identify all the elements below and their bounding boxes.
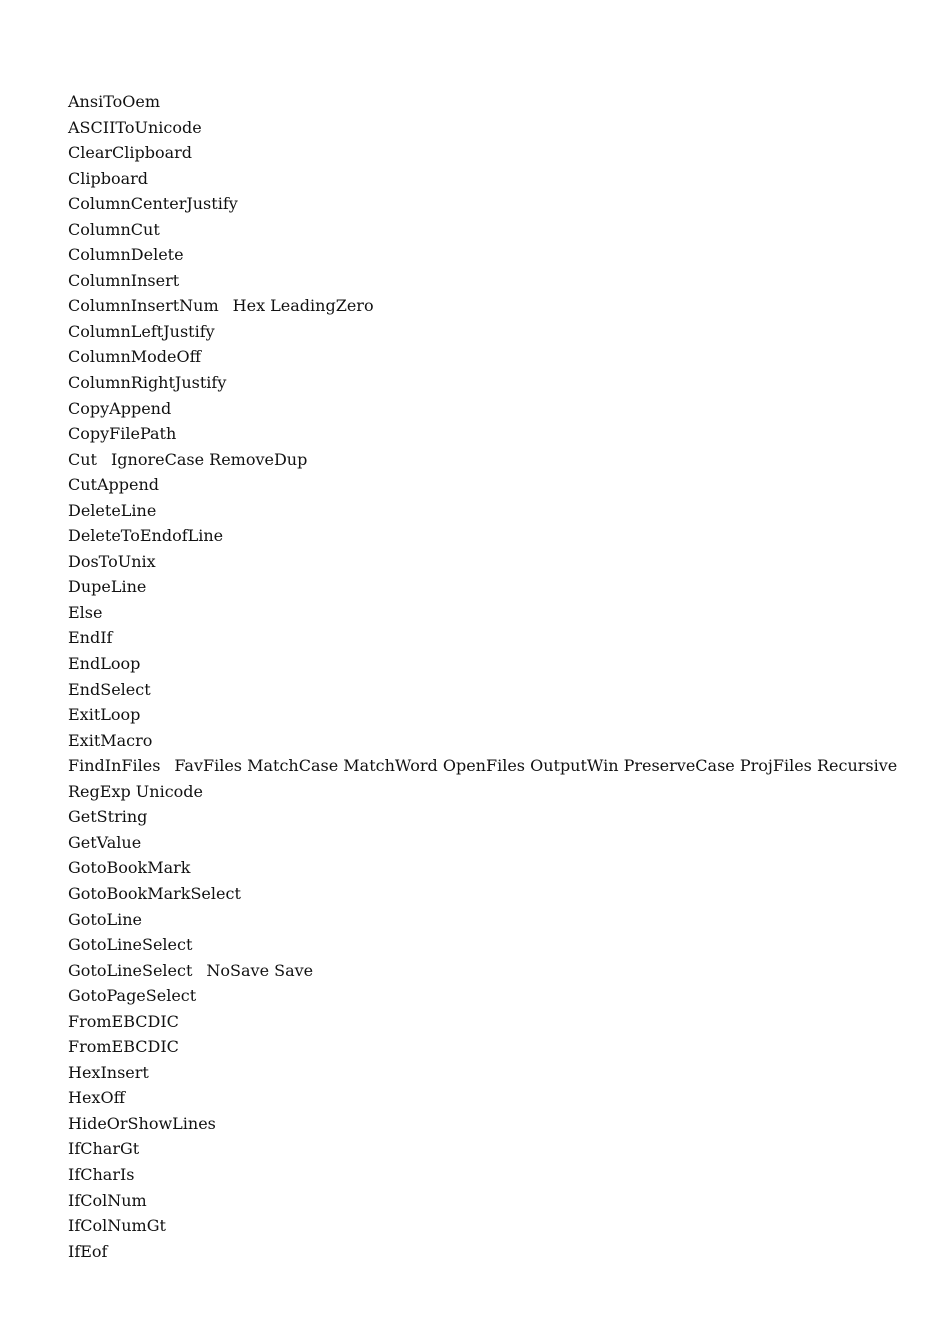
command-name: IfColNum <box>68 1190 147 1210</box>
command-name: ASCIIToUnicode <box>68 117 202 137</box>
command-parameters: NoSave Save <box>206 960 314 980</box>
command-name: ColumnInsertNum <box>68 296 219 316</box>
command-name: GotoLineSelect <box>68 935 193 955</box>
list-item <box>68 958 928 984</box>
list-item <box>68 370 928 396</box>
command-name: ClearClipboard <box>68 143 193 163</box>
list-item <box>68 1085 928 1111</box>
command-name: ExitMacro <box>68 730 153 750</box>
list-item <box>68 983 928 1009</box>
command-name: ColumnModeOff <box>68 347 201 367</box>
list-item <box>68 319 928 345</box>
command-name: IfCharIs <box>68 1164 135 1184</box>
command-name: ExitLoop <box>68 705 141 725</box>
list-item <box>68 549 928 575</box>
command-name: GetValue <box>68 832 142 852</box>
list-item <box>68 498 928 524</box>
list-item <box>68 779 928 805</box>
list-item <box>68 523 928 549</box>
command-name: CutAppend <box>68 475 160 495</box>
command-name: FromEBCDIC <box>68 1011 179 1031</box>
list-item <box>68 855 928 881</box>
command-name: DupeLine <box>68 577 147 597</box>
list-item <box>68 1188 928 1214</box>
command-name: GotoLine <box>68 909 142 929</box>
command-name: GetString <box>68 807 148 827</box>
command-name: EndIf <box>68 628 113 648</box>
command-name: FindInFiles <box>68 756 161 776</box>
list-item <box>68 472 928 498</box>
list-item <box>68 907 928 933</box>
command-name: FromEBCDIC <box>68 1037 179 1057</box>
command-name: HexOff <box>68 1088 125 1108</box>
command-name: Cut <box>68 449 97 469</box>
list-item <box>68 600 928 626</box>
list-item <box>68 651 928 677</box>
command-name: ColumnDelete <box>68 245 184 265</box>
list-item <box>68 293 928 319</box>
command-name: IfColNumGt <box>68 1216 166 1236</box>
list-item <box>68 242 928 268</box>
list-item <box>68 396 928 422</box>
command-name: GotoBookMarkSelect <box>68 883 241 903</box>
command-name: GotoPageSelect <box>68 986 197 1006</box>
command-list <box>68 89 928 1264</box>
command-name: IfEof <box>68 1241 108 1261</box>
command-name: ColumnCut <box>68 219 160 239</box>
list-item <box>68 268 928 294</box>
list-item <box>68 677 928 703</box>
command-name: AnsiToOem <box>68 92 161 111</box>
command-name: ColumnRightJustify <box>68 373 227 393</box>
command-name: HideOrShowLines <box>68 1113 216 1133</box>
command-name: ColumnLeftJustify <box>68 321 215 341</box>
list-item <box>68 625 928 651</box>
command-name: GotoBookMark <box>68 858 191 878</box>
list-item <box>68 166 928 192</box>
list-item <box>68 1060 928 1086</box>
list-item <box>68 1009 928 1035</box>
list-item <box>68 932 928 958</box>
list-item <box>68 1136 928 1162</box>
command-name: Clipboard <box>68 168 149 188</box>
command-name: GotoLineSelect <box>68 960 193 980</box>
list-item <box>68 804 928 830</box>
list-item <box>68 421 928 447</box>
list-item <box>68 115 928 141</box>
command-parameters: FavFiles MatchCase MatchWord OpenFiles OutputWin PreserveCase ProjFiles Recursive <box>174 756 898 776</box>
command-name: DosToUnix <box>68 551 156 571</box>
command-name: EndLoop <box>68 654 141 674</box>
list-item <box>68 447 928 473</box>
list-item <box>68 89 928 115</box>
command-parameters: Hex LeadingZero <box>232 296 374 316</box>
list-item <box>68 574 928 600</box>
command-name: CopyFilePath <box>68 424 177 444</box>
command-name: EndSelect <box>68 679 151 699</box>
command-parameters: IgnoreCase RemoveDup <box>110 449 308 469</box>
command-name: HexInsert <box>68 1062 149 1082</box>
command-name: CopyAppend <box>68 398 172 418</box>
list-item <box>68 344 928 370</box>
list-item <box>68 881 928 907</box>
command-name: IfCharGt <box>68 1139 140 1159</box>
list-item <box>68 753 928 779</box>
list-item <box>68 140 928 166</box>
command-name: ColumnCenterJustify <box>68 194 238 214</box>
list-item <box>68 1239 928 1265</box>
list-item <box>68 1213 928 1239</box>
command-name: DeleteLine <box>68 500 157 520</box>
list-item <box>68 1162 928 1188</box>
command-name: Else <box>68 602 103 622</box>
list-item <box>68 191 928 217</box>
command-name: DeleteToEndofLine <box>68 526 224 546</box>
command-name: ColumnInsert <box>68 270 180 290</box>
list-item <box>68 1034 928 1060</box>
list-item <box>68 1111 928 1137</box>
list-item <box>68 217 928 243</box>
list-item <box>68 830 928 856</box>
list-item <box>68 728 928 754</box>
command-name: RegExp Unicode <box>68 781 203 801</box>
list-item <box>68 702 928 728</box>
